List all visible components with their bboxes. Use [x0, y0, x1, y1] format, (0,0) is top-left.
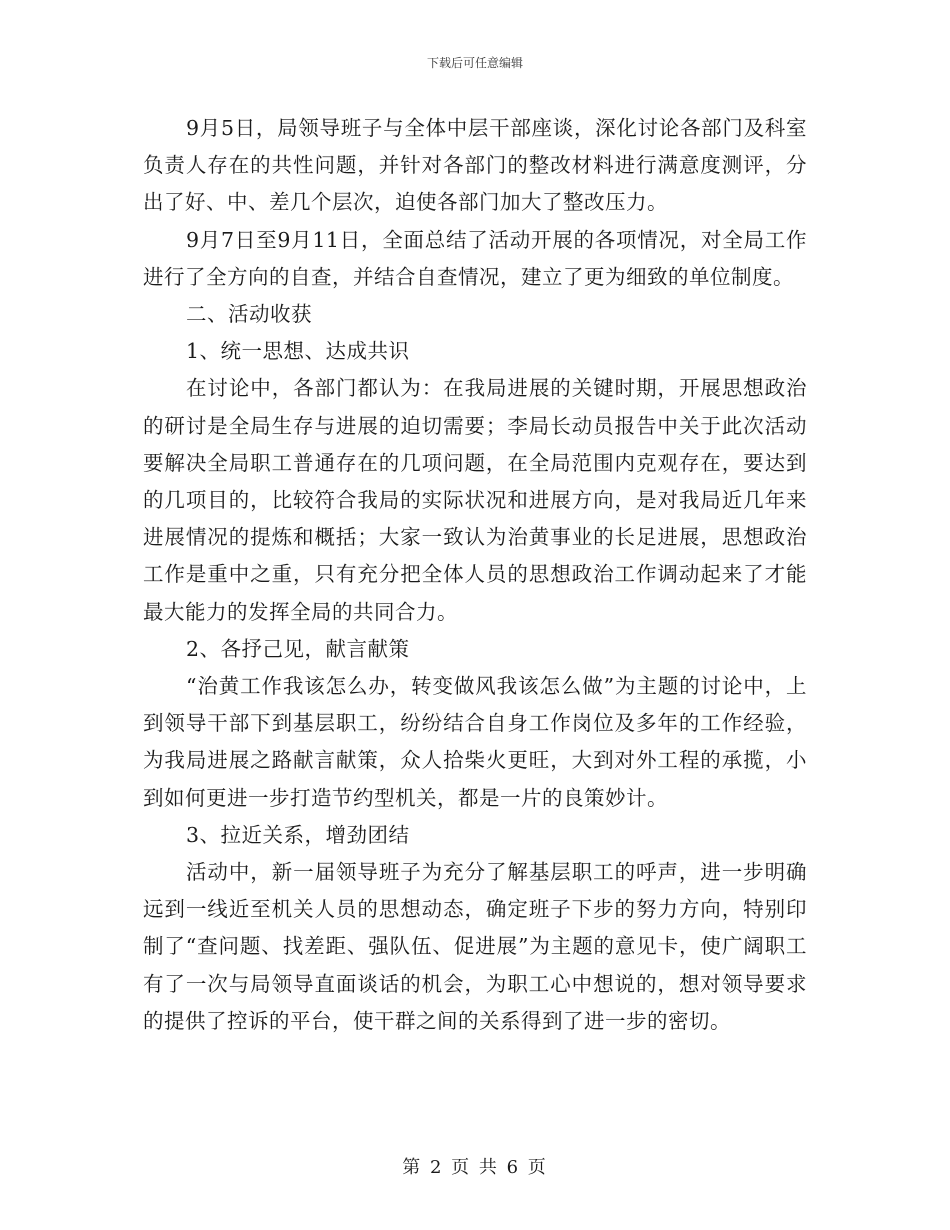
paragraph-closer-relations: 活动中，新一届领导班子为充分了解基层职工的呼声，进一步明确远到一线近至机关人员的思想动态，确定班子下步的努力方向，特别印制了“查问题、找差距、强队伍、促进展”为主题的意见卡，使广阔职工有了一次与局领导直面谈话的机会，为职工心中想说的，想对领导要求的提供了控诉的平台，使干群之间的关系得到了进一步的密切。 [143, 860, 807, 1033]
section-heading-harvest: 二、活动收获 [186, 302, 312, 327]
paragraph-sept7-11: 9月7日至9月11日，全面总结了活动开展的各项情况，对全局工作进行了全方向的自查，并结合自查情况，建立了更为细致的单位制度。 [143, 227, 807, 289]
subheading-closer-relations: 3、拉近关系，增劲团结 [186, 822, 410, 847]
page-header: 下载后可任意编辑 [426, 56, 523, 70]
subheading-express-views: 2、各抒己见，献言献策 [186, 636, 410, 661]
page-number-footer: 第 2 页 共 6 页 [402, 1157, 548, 1178]
paragraph-sept5: 9月5日，局领导班子与全体中层干部座谈，深化讨论各部门及科室负责人存在的共性问题，并针对各部门的整改材料进行满意度测评，分出了好、中、差几个层次，迫使各部门加大了整改压力。 [143, 116, 807, 215]
paragraph-express-views: “治黄工作我该怎么办，转变做风我该怎么做”为主题的讨论中，上到领导干部下到基层职工，纷纷结合自身工作岗位及多年的工作经验，为我局进展之路献言献策，众人拾柴火更旺，大到对外工程的承揽，小到如何更进一步打造节约型机关，都是一片的良策妙计。 [143, 674, 807, 810]
paragraph-unify-thinking: 在讨论中，各部门都认为：在我局进展的关键时期，开展思想政治的研讨是全局生存与进展的迫切需要；李局长动员报告中关于此次活动要解决全局职工普通存在的几项问题，在全局范围内克观存在，要达到的几项目的，比较符合我局的实际状况和进展方向，是对我局近几年来进展情况的提炼和概括；大家一致认为治黄事业的长足进展，思想政治工作是重中之重，只有充分把全体人员的思想政治工作调动起来了才能最大能力的发挥全局的共同合力。 [143, 376, 807, 624]
subheading-unify-thinking: 1、统一思想、达成共识 [186, 339, 410, 364]
document-body [143, 110, 807, 1040]
